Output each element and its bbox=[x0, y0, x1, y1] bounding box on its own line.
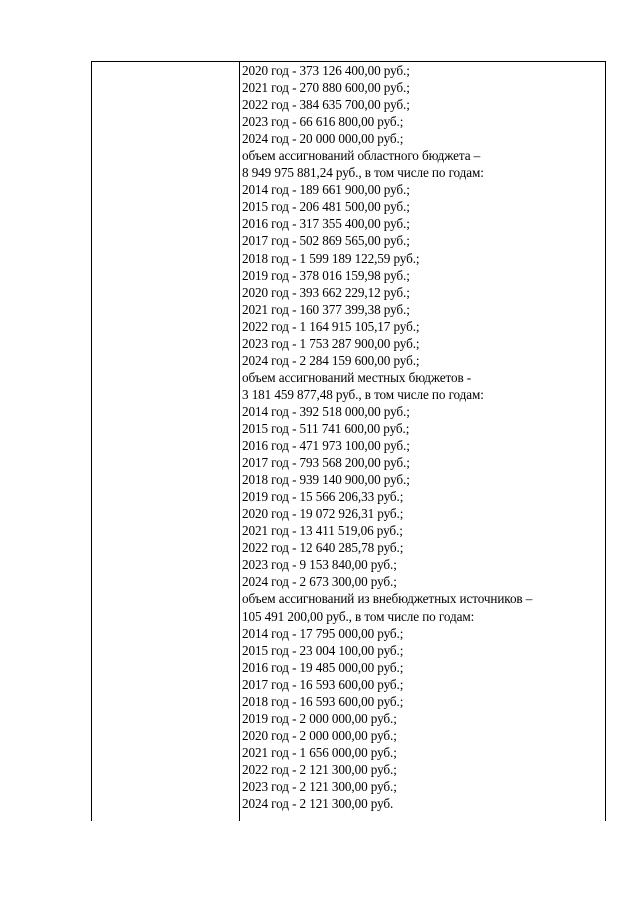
section-total-local-budgets: 3 181 459 877,48 руб., в том числе по годам: bbox=[242, 386, 484, 402]
funding-line: 2016 год - 19 485 000,00 руб.; bbox=[242, 659, 404, 675]
funding-line: 2021 год - 160 377 399,38 руб.; bbox=[242, 301, 410, 317]
section-heading-extrabudgetary: объем ассигнований из внебюджетных источников – bbox=[242, 591, 533, 607]
funding-line: 2024 год - 2 121 300,00 руб. bbox=[242, 796, 394, 812]
funding-line: 2021 год - 1 656 000,00 руб.; bbox=[242, 744, 397, 760]
funding-line: 2017 год - 16 593 600,00 руб.; bbox=[242, 676, 404, 692]
funding-line: 2022 год - 1 164 915 105,17 руб.; bbox=[242, 318, 420, 334]
funding-line: 2022 год - 12 640 285,78 руб.; bbox=[242, 540, 404, 556]
funding-line: 2024 год - 2 673 300,00 руб.; bbox=[242, 574, 397, 590]
funding-line: 2023 год - 9 153 840,00 руб.; bbox=[242, 557, 397, 573]
funding-line: 2015 год - 23 004 100,00 руб.; bbox=[242, 642, 404, 658]
funding-line: 2022 год - 2 121 300,00 руб.; bbox=[242, 761, 397, 777]
funding-line: 2021 год - 13 411 519,06 руб.; bbox=[242, 523, 403, 539]
funding-line: 2019 год - 2 000 000,00 руб.; bbox=[242, 710, 397, 726]
funding-line: 2018 год - 1 599 189 122,59 руб.; bbox=[242, 250, 420, 266]
funding-line: 2020 год - 2 000 000,00 руб.; bbox=[242, 727, 397, 743]
funding-line: 2021 год - 270 880 600,00 руб.; bbox=[242, 80, 410, 96]
section-total-regional-budget: 8 949 975 881,24 руб., в том числе по годам: bbox=[242, 165, 484, 181]
funding-line: 2023 год - 2 121 300,00 руб.; bbox=[242, 778, 397, 794]
funding-line: 2016 год - 317 355 400,00 руб.; bbox=[242, 216, 410, 232]
table-column-divider bbox=[239, 61, 240, 821]
funding-line: 2014 год - 392 518 000,00 руб.; bbox=[242, 403, 410, 419]
funding-line: 2020 год - 19 072 926,31 руб.; bbox=[242, 506, 404, 522]
funding-line: 2024 год - 2 284 159 600,00 руб.; bbox=[242, 352, 420, 368]
funding-line: 2020 год - 373 126 400,00 руб.; bbox=[242, 63, 410, 78]
funding-line: 2017 год - 793 568 200,00 руб.; bbox=[242, 455, 410, 471]
funding-line: 2014 год - 17 795 000,00 руб.; bbox=[242, 625, 404, 641]
section-total-extrabudgetary: 105 491 200,00 руб., в том числе по годам: bbox=[242, 608, 475, 624]
funding-line: 2018 год - 16 593 600,00 руб.; bbox=[242, 693, 404, 709]
funding-line: 2019 год - 378 016 159,98 руб.; bbox=[242, 267, 410, 283]
funding-line: 2015 год - 206 481 500,00 руб.; bbox=[242, 199, 410, 215]
funding-line: 2017 год - 502 869 565,00 руб.; bbox=[242, 233, 410, 249]
funding-line: 2015 год - 511 741 600,00 руб.; bbox=[242, 420, 410, 436]
funding-line: 2022 год - 384 635 700,00 руб.; bbox=[242, 97, 410, 113]
section-heading-regional-budget: объем ассигнований областного бюджета – bbox=[242, 148, 481, 164]
funding-line: 2023 год - 66 616 800,00 руб.; bbox=[242, 114, 404, 130]
section-heading-local-budgets: объем ассигнований местных бюджетов - bbox=[242, 369, 472, 385]
table-right-border bbox=[605, 61, 606, 821]
funding-line: 2024 год - 20 000 000,00 руб.; bbox=[242, 131, 404, 147]
table-left-cell bbox=[92, 62, 239, 820]
funding-line: 2016 год - 471 973 100,00 руб.; bbox=[242, 438, 410, 454]
funding-line: 2014 год - 189 661 900,00 руб.; bbox=[242, 182, 410, 198]
table-right-cell bbox=[242, 62, 604, 812]
funding-line: 2020 год - 393 662 229,12 руб.; bbox=[242, 284, 410, 300]
funding-line: 2018 год - 939 140 900,00 руб.; bbox=[242, 472, 410, 488]
funding-line: 2023 год - 1 753 287 900,00 руб.; bbox=[242, 335, 420, 351]
funding-line: 2019 год - 15 566 206,33 руб.; bbox=[242, 489, 404, 505]
funding-table bbox=[91, 61, 606, 821]
